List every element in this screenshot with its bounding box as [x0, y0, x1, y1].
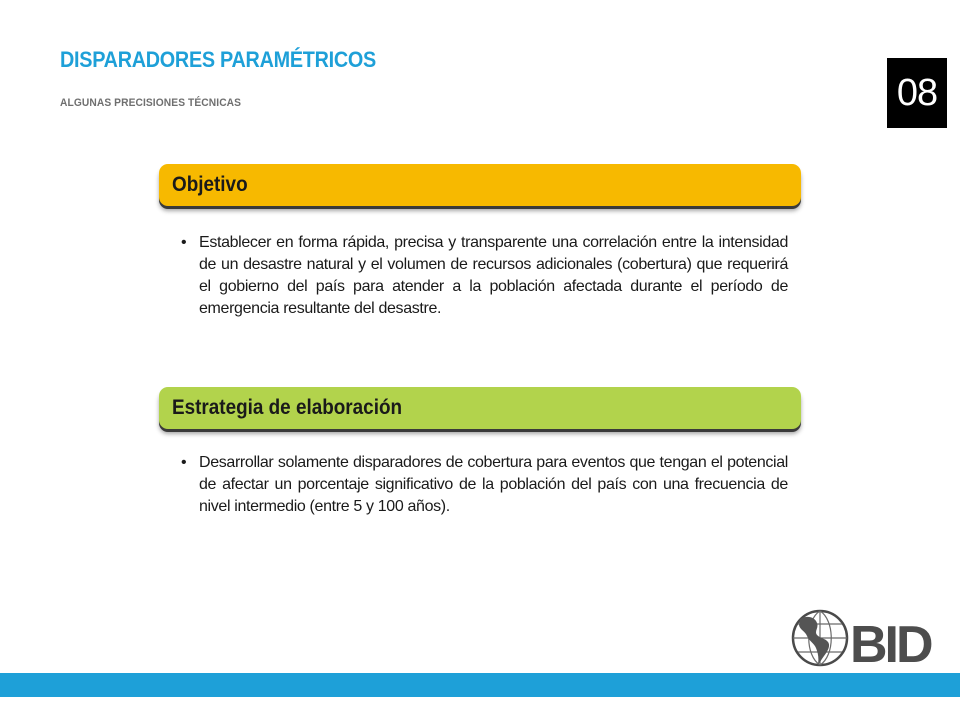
- logo-text: BID: [850, 616, 931, 668]
- strategy-bullet: • Desarrollar solamente disparadores de cobertura para eventos que tengan el potencial de afectar un porcentaje significativo de la población del país con una frecuencia de nivel intermedio (entre 5 y 100 años).: [181, 452, 788, 518]
- bid-logo: [790, 608, 938, 668]
- section-heading: Estrategia de elaboración: [172, 396, 403, 419]
- section-header-estrategia: [159, 387, 801, 429]
- objective-bullet: • Establecer en forma rápida, precisa y transparente una correlación entre la intensidad de un desastre natural y el volumen de recursos adicionales (cobertura) que requerirá el gobierno del país para atender a la población afectada durante el período de emergencia resultante del desastre.: [181, 232, 788, 320]
- slide-title: DISPARADORES PARAMÉTRICOS: [60, 47, 376, 72]
- section-header-objetivo: [159, 164, 801, 206]
- section-heading: Objetivo: [172, 173, 248, 196]
- footer-band: [0, 673, 960, 697]
- globe-icon: [793, 611, 847, 665]
- slide-subtitle: ALGUNAS PRECISIONES TÉCNICAS: [60, 97, 242, 109]
- page-number: 08: [887, 58, 947, 128]
